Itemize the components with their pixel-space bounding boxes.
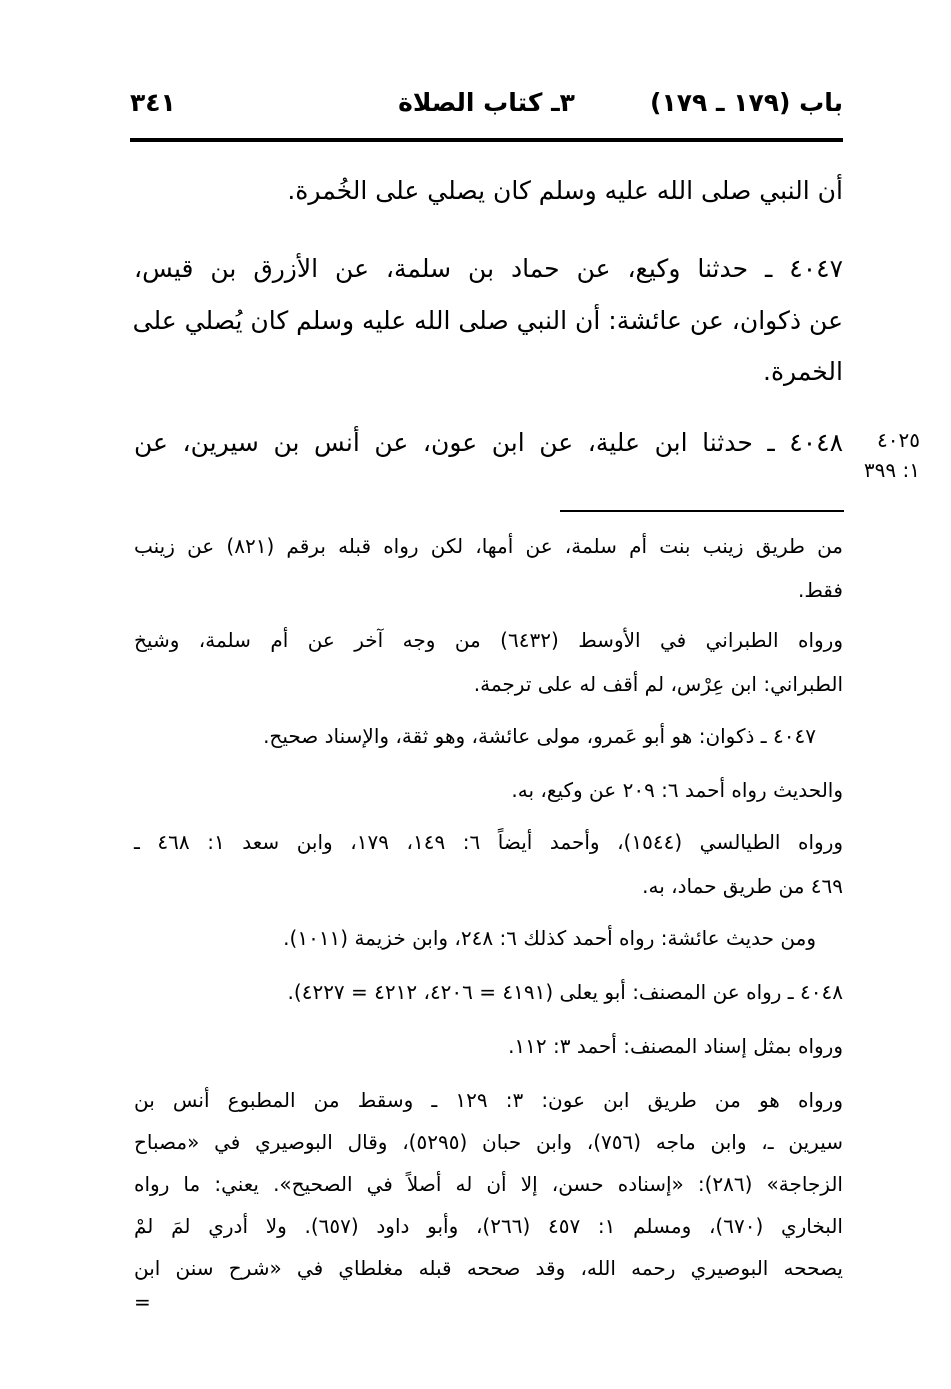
hadith-4048-line: ٤٠٤٨ ـ حدثنا ابن علية، عن ابن عون، عن أنس بن سيرين، عن (134, 428, 843, 457)
footnote-line: البخاري (٦٧٠)، ومسلم ١: ٤٥٧ (٢٦٦)، وأبو داود (٦٥٧). ولا أدري لمَ لمْ (134, 1214, 843, 1238)
footnote-line: ورواه هو من طريق ابن عون: ٣: ١٢٩ ـ وسقط من المطبوع أنس بن (134, 1088, 843, 1112)
footnote-line: الزجاجة» (٢٨٦): «إسناده حسن، إلا أن له أصلاً في الصحيح». يعني: ما رواه (134, 1172, 843, 1196)
hadith-4047-line: ٤٠٤٧ ـ حدثنا وكيع، عن حماد بن سلمة، عن الأزرق بن قيس، (134, 254, 843, 283)
footnote-line: سيرين ـ، وابن ماجه (٧٥٦)، وابن حبان (٥٢٩٥)، وقال البوصيري في «مصباح (134, 1130, 843, 1154)
footnote-line: ٤٠٤٧ ـ ذكوان: هو أبو عَمرو، مولى عائشة، وهو ثقة، والإسناد صحيح. (263, 724, 816, 748)
main-text-line: أن النبي صلى الله عليه وسلم كان يصلي على الخُمرة. (287, 176, 843, 205)
book-title: ٣ـ كتاب الصلاة (398, 88, 575, 117)
footnote-line: ورواه بمثل إسناد المصنف: أحمد ٣: ١١٢. (508, 1034, 843, 1058)
continuation-mark: = (134, 1290, 151, 1314)
margin-ref-number: ٤٠٢٥ (877, 428, 920, 452)
footnote-line: فقط. (797, 578, 843, 602)
chapter-range: باب (١٧٩ ـ ١٧٩) (650, 88, 843, 117)
header-rule (130, 138, 843, 142)
footnote-line: ورواه الطبراني في الأوسط (٦٤٣٢) من وجه آخر عن أم سلمة، وشيخ (134, 628, 843, 652)
footnote-line: ورواه الطيالسي (١٥٤٤)، وأحمد أيضاً ٦: ١٤٩، ١٧٩، وابن سعد ١: ٤٦٨ ـ (134, 830, 844, 854)
footnote-line: والحديث رواه أحمد ٦: ٢٠٩ عن وكيع، به. (511, 778, 843, 802)
hadith-4047-line: عن ذكوان، عن عائشة: أن النبي صلى الله عليه وسلم كان يُصلي على (132, 306, 843, 335)
footnote-line: ومن حديث عائشة: رواه أحمد كذلك ٦: ٢٤٨، وابن خزيمة (١٠١١). (283, 926, 816, 950)
hadith-4047-line: الخمرة. (763, 357, 843, 386)
running-header (130, 88, 843, 128)
footnote-line: ٤٠٤٨ ـ رواه عن المصنف: أبو يعلى (٤١٩١ = ٤٢٠٦، ٤٢١٢ = ٤٢٢٧). (287, 980, 843, 1004)
footnote-rule (560, 510, 844, 512)
margin-ref-volume-page: ١: ٣٩٩ (863, 458, 920, 482)
footnote-line: من طريق زينب بنت أم سلمة، عن أمها، لكن رواه قبله برقم (٨٢١) عن زينب (134, 534, 844, 558)
footnote-line: ٤٦٩ من طريق حماد، به. (642, 874, 843, 898)
page-number: ٣٤١ (130, 88, 176, 117)
footnote-line: الطبراني: ابن عِرْس، لم أقف له على ترجمة. (473, 672, 843, 696)
footnote-line: يصححه البوصيري رحمه الله، وقد صححه قبله مغلطاي في «شرح سنن ابن (134, 1256, 843, 1280)
